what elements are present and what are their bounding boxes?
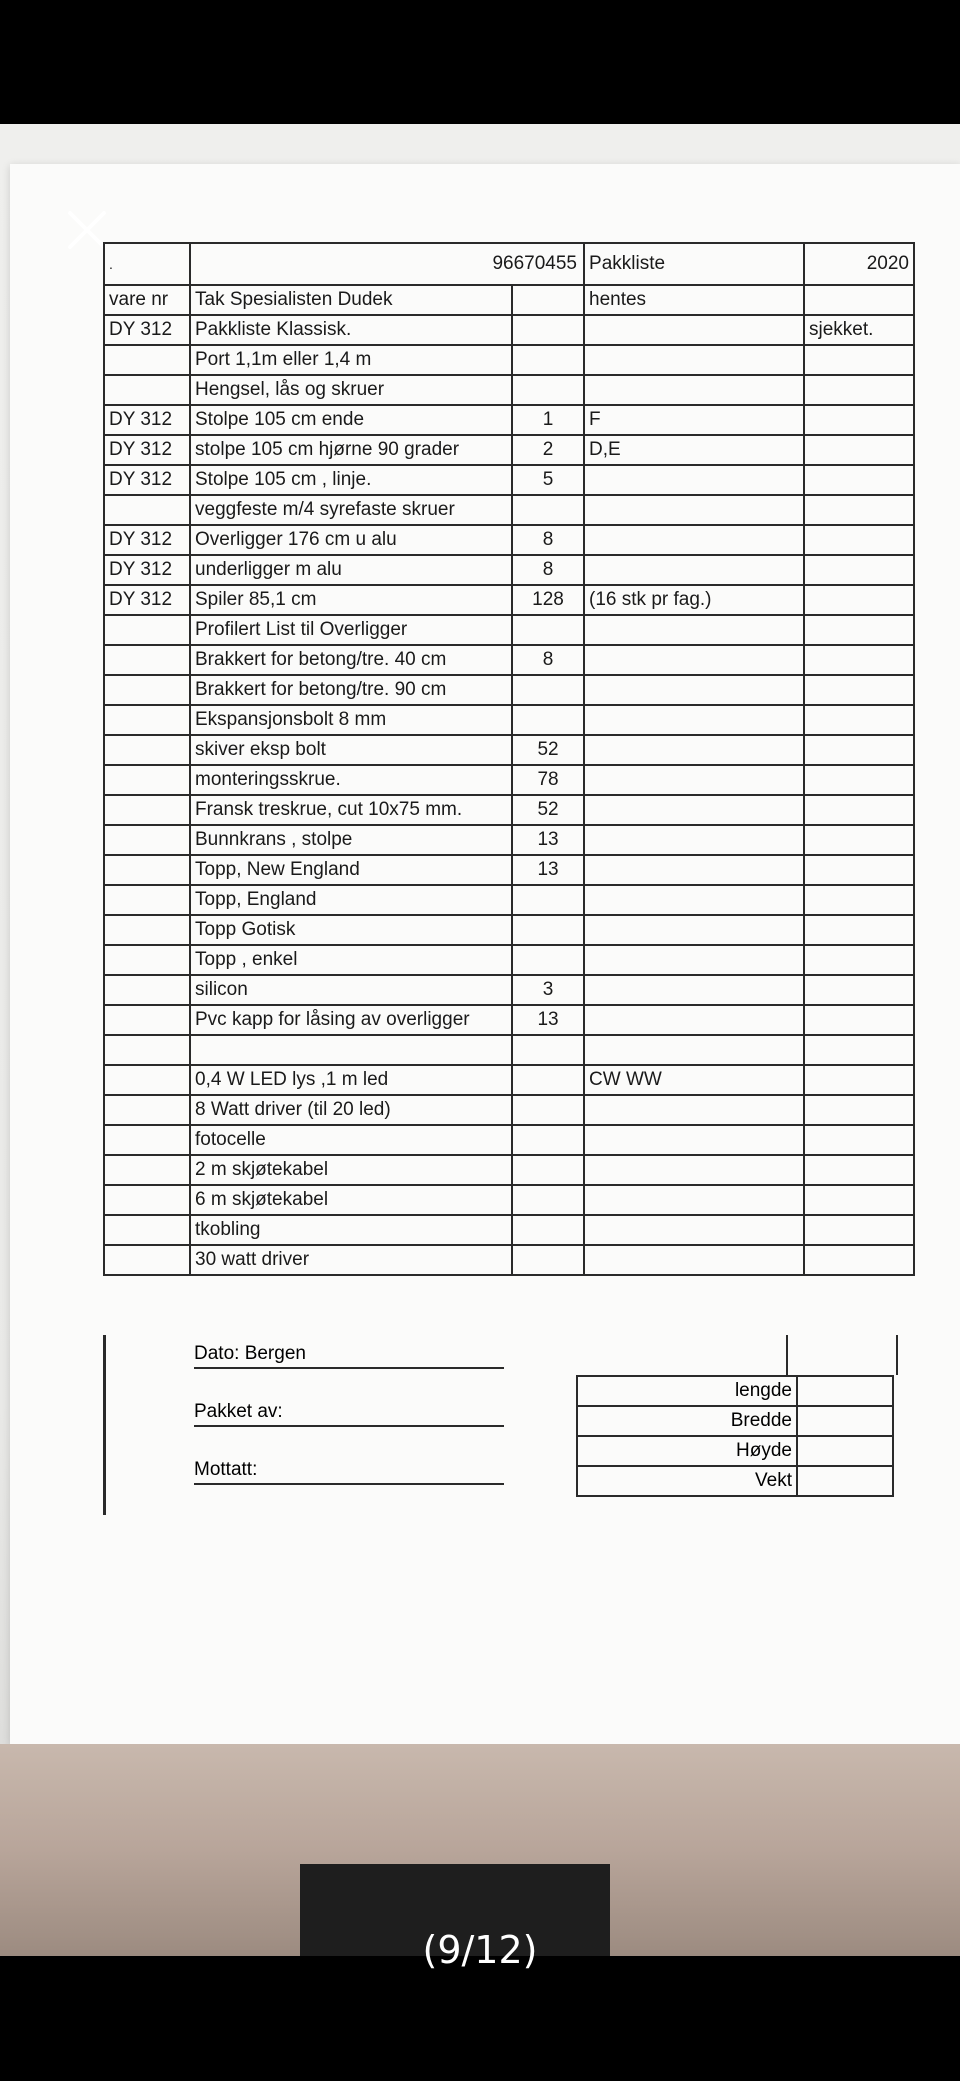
item-description: skiver eksp bolt: [190, 735, 512, 765]
item-quantity: [512, 345, 584, 375]
table-row: [104, 1245, 914, 1275]
table-row: [104, 345, 914, 375]
item-code: [104, 375, 190, 405]
table-row: [104, 735, 914, 765]
document-title: Pakkliste: [584, 243, 804, 285]
item-code: DY 312: [104, 555, 190, 585]
item-checked: [804, 525, 914, 555]
item-checked: [804, 1155, 914, 1185]
item-description: Pvc kapp for låsing av overligger: [190, 1005, 512, 1035]
item-quantity: [512, 915, 584, 945]
item-note: [584, 555, 804, 585]
item-note: [584, 735, 804, 765]
item-checked: [804, 885, 914, 915]
item-description: [190, 1035, 512, 1065]
item-checked: [804, 375, 914, 405]
table-row: [104, 375, 914, 405]
item-code: DY 312: [104, 405, 190, 435]
item-checked: [804, 1035, 914, 1065]
item-checked: [804, 945, 914, 975]
item-checked: [804, 555, 914, 585]
item-description: Port 1,1m eller 1,4 m: [190, 345, 512, 375]
item-checked: [804, 1005, 914, 1035]
table-row: [104, 465, 914, 495]
item-code: [104, 945, 190, 975]
item-checked: [804, 615, 914, 645]
item-description: 6 m skjøtekabel: [190, 1185, 512, 1215]
item-quantity: [512, 945, 584, 975]
item-note: [584, 885, 804, 915]
item-note: [584, 525, 804, 555]
item-description: Fransk treskrue, cut 10x75 mm.: [190, 795, 512, 825]
table-row: [104, 1215, 914, 1245]
item-quantity: [512, 375, 584, 405]
item-checked: [804, 765, 914, 795]
document-year: 2020: [804, 243, 914, 285]
item-quantity: [512, 1095, 584, 1125]
item-quantity: 13: [512, 825, 584, 855]
table-row: [104, 855, 914, 885]
item-quantity: 78: [512, 765, 584, 795]
item-code: [104, 675, 190, 705]
item-note: [584, 465, 804, 495]
item-description: Topp Gotisk: [190, 915, 512, 945]
document-number: 96670455: [190, 243, 584, 285]
page-counter: (9/12): [422, 1928, 538, 1972]
item-checked: [804, 1245, 914, 1275]
item-note: [584, 1095, 804, 1125]
item-checked: [804, 1095, 914, 1125]
table-row: [104, 405, 914, 435]
table-row: [104, 1125, 914, 1155]
item-checked: [804, 435, 914, 465]
item-description: veggfeste m/4 syrefaste skruer: [190, 495, 512, 525]
customer-row: [104, 285, 914, 315]
item-note: [584, 795, 804, 825]
item-description: Hengsel, lås og skruer: [190, 375, 512, 405]
item-checked: [804, 825, 914, 855]
item-note: [584, 855, 804, 885]
item-note: [584, 615, 804, 645]
item-description: stolpe 105 cm hjørne 90 grader: [190, 435, 512, 465]
item-quantity: [512, 1215, 584, 1245]
item-note: [584, 375, 804, 405]
item-quantity: [512, 615, 584, 645]
item-description: tkobling: [190, 1215, 512, 1245]
item-code: [104, 915, 190, 945]
item-code: [104, 1035, 190, 1065]
item-quantity: 8: [512, 645, 584, 675]
item-code: [104, 855, 190, 885]
header-dot: .: [104, 243, 190, 285]
item-quantity: [512, 1065, 584, 1095]
item-quantity: 128: [512, 585, 584, 615]
item-checked: [804, 465, 914, 495]
customer-name: Tak Spesialisten Dudek: [190, 285, 512, 315]
item-description: Bunnkrans , stolpe: [190, 825, 512, 855]
status-hentes: hentes: [584, 285, 804, 315]
item-code: [104, 1155, 190, 1185]
item-quantity: 1: [512, 405, 584, 435]
item-checked: [804, 1065, 914, 1095]
item-note: [584, 1245, 804, 1275]
table-row: [104, 945, 914, 975]
item-code: DY 312: [104, 315, 190, 345]
table-row: [104, 495, 914, 525]
item-note: [584, 705, 804, 735]
item-checked: [804, 645, 914, 675]
checked-label: sjekket.: [804, 315, 914, 345]
item-description: 2 m skjøtekabel: [190, 1155, 512, 1185]
table-row: [104, 825, 914, 855]
table-row: [104, 585, 914, 615]
item-quantity: 3: [512, 975, 584, 1005]
dim-weight: Vekt: [577, 1466, 797, 1496]
date-field: Dato: Bergen: [194, 1343, 504, 1369]
table-row: [104, 765, 914, 795]
item-checked: [804, 1185, 914, 1215]
table-row: [104, 525, 914, 555]
item-code: [104, 795, 190, 825]
item-note: [584, 945, 804, 975]
dimensions-table: [576, 1375, 894, 1497]
item-code: [104, 495, 190, 525]
item-quantity: 13: [512, 1005, 584, 1035]
dim-width: Bredde: [577, 1406, 797, 1436]
item-code: [104, 885, 190, 915]
item-code: [104, 615, 190, 645]
table-row: [104, 1065, 914, 1095]
packed-by-field: Pakket av:: [194, 1401, 504, 1427]
item-note: [584, 1185, 804, 1215]
item-description: 30 watt driver: [190, 1245, 512, 1275]
item-note: F: [584, 405, 804, 435]
item-code: [104, 1245, 190, 1275]
item-note: [584, 1155, 804, 1185]
packing-table: [103, 242, 915, 1276]
list-type: Pakkliste Klassisk.: [190, 315, 512, 345]
table-row: [104, 915, 914, 945]
footer: [103, 1335, 916, 1515]
item-note: [584, 1215, 804, 1245]
table-row: [104, 705, 914, 735]
table-row: [104, 1095, 914, 1125]
item-code: [104, 1065, 190, 1095]
item-checked: [804, 855, 914, 885]
item-checked: [804, 975, 914, 1005]
item-note: [584, 675, 804, 705]
table-row: [104, 885, 914, 915]
item-note: (16 stk pr fag.): [584, 585, 804, 615]
item-code: DY 312: [104, 585, 190, 615]
item-code: [104, 345, 190, 375]
item-code: [104, 1185, 190, 1215]
received-field: Mottatt:: [194, 1459, 504, 1485]
item-checked: [804, 495, 914, 525]
table-row: [104, 435, 914, 465]
item-code: [104, 765, 190, 795]
item-checked: [804, 915, 914, 945]
item-checked: [804, 405, 914, 435]
item-note: [584, 825, 804, 855]
item-quantity: 52: [512, 735, 584, 765]
item-description: Topp , enkel: [190, 945, 512, 975]
item-checked: [804, 1125, 914, 1155]
item-quantity: [512, 675, 584, 705]
table-row: [104, 1005, 914, 1035]
item-description: Overligger 176 cm u alu: [190, 525, 512, 555]
item-quantity: [512, 885, 584, 915]
dims-top-box: [786, 1335, 898, 1375]
item-description: Spiler 85,1 cm: [190, 585, 512, 615]
item-code: [104, 645, 190, 675]
item-code: [104, 825, 190, 855]
item-description: Ekspansjonsbolt 8 mm: [190, 705, 512, 735]
item-description: silicon: [190, 975, 512, 1005]
item-note: [584, 1035, 804, 1065]
item-quantity: 5: [512, 465, 584, 495]
table-row: [104, 615, 914, 645]
item-quantity: 8: [512, 555, 584, 585]
table-row: [104, 1155, 914, 1185]
item-checked: [804, 585, 914, 615]
item-code: [104, 1125, 190, 1155]
item-description: 8 Watt driver (til 20 led): [190, 1095, 512, 1125]
item-quantity: 8: [512, 525, 584, 555]
item-checked: [804, 735, 914, 765]
table-row: [104, 975, 914, 1005]
item-code: [104, 705, 190, 735]
header-row: [104, 243, 914, 285]
item-description: monteringsskrue.: [190, 765, 512, 795]
item-description: fotocelle: [190, 1125, 512, 1155]
viewer-bottom-bar: [0, 1956, 960, 2081]
item-checked: [804, 795, 914, 825]
item-description: Topp, New England: [190, 855, 512, 885]
code-row: [104, 315, 914, 345]
dim-height: Høyde: [577, 1436, 797, 1466]
item-quantity: 52: [512, 795, 584, 825]
item-quantity: [512, 1245, 584, 1275]
table-row: [104, 645, 914, 675]
item-code: DY 312: [104, 465, 190, 495]
item-quantity: [512, 1185, 584, 1215]
item-checked: [804, 675, 914, 705]
item-description: Brakkert for betong/tre. 40 cm: [190, 645, 512, 675]
item-description: 0,4 W LED lys ,1 m led: [190, 1065, 512, 1095]
table-row: [104, 1035, 914, 1065]
item-note: [584, 975, 804, 1005]
item-note: [584, 1125, 804, 1155]
item-code: [104, 1215, 190, 1245]
item-quantity: 2: [512, 435, 584, 465]
table-row: [104, 1185, 914, 1215]
item-quantity: [512, 1155, 584, 1185]
table-row: [104, 675, 914, 705]
item-quantity: [512, 1035, 584, 1065]
item-note: D,E: [584, 435, 804, 465]
item-quantity: 13: [512, 855, 584, 885]
item-note: [584, 1005, 804, 1035]
table-row: [104, 555, 914, 585]
item-description: Stolpe 105 cm , linje.: [190, 465, 512, 495]
item-code: DY 312: [104, 525, 190, 555]
item-code: [104, 975, 190, 1005]
item-note: [584, 495, 804, 525]
item-code: [104, 1095, 190, 1125]
item-description: Profilert List til Overligger: [190, 615, 512, 645]
item-description: Brakkert for betong/tre. 90 cm: [190, 675, 512, 705]
item-checked: [804, 345, 914, 375]
item-note: CW WW: [584, 1065, 804, 1095]
item-note: [584, 765, 804, 795]
item-code: [104, 735, 190, 765]
table-row: [104, 795, 914, 825]
item-quantity: [512, 705, 584, 735]
item-quantity: [512, 495, 584, 525]
item-note: [584, 915, 804, 945]
item-checked: [804, 1215, 914, 1245]
item-description: Stolpe 105 cm ende: [190, 405, 512, 435]
packing-list: [103, 242, 913, 1276]
header-vare-nr: vare nr: [104, 285, 190, 315]
item-note: [584, 645, 804, 675]
item-code: DY 312: [104, 435, 190, 465]
item-description: underligger m alu: [190, 555, 512, 585]
item-quantity: [512, 1125, 584, 1155]
item-code: [104, 1005, 190, 1035]
dim-length: lengde: [577, 1376, 797, 1406]
item-description: Topp, England: [190, 885, 512, 915]
item-checked: [804, 705, 914, 735]
item-note: [584, 345, 804, 375]
